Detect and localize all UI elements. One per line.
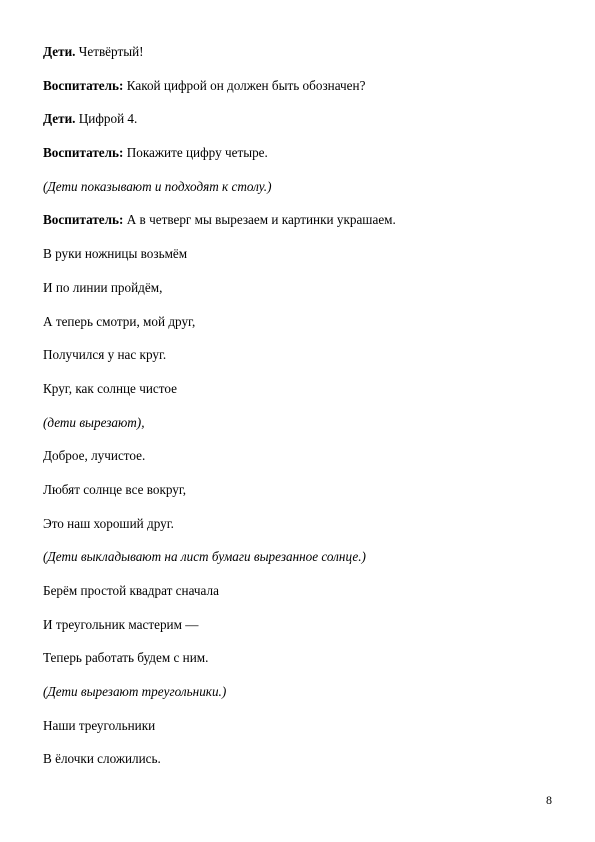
verse-line <box>43 482 563 498</box>
dialogue-line <box>43 212 563 228</box>
stage-direction <box>43 179 563 195</box>
line-text: А в четверг мы вырезаем и картинки украшаем. <box>123 212 396 228</box>
speaker-label: Воспитатель: <box>43 77 124 93</box>
line-text: В руки ножницы возьмём <box>43 246 188 262</box>
stage-direction <box>43 684 563 700</box>
line-text: Круг, как солнце чистое <box>43 380 177 396</box>
speaker-label: Воспитатель: <box>43 145 124 161</box>
verse-line <box>43 347 563 363</box>
line-text: Доброе, лучистое. <box>43 448 146 464</box>
line-text: Какой цифрой он должен быть обозначен? <box>123 77 366 93</box>
line-text: (Дети выкладывают на лист бумаги вырезанное солнце.) <box>43 549 366 565</box>
line-text: В ёлочки сложились. <box>43 751 161 767</box>
dialogue-line <box>43 44 563 60</box>
verse-line <box>43 246 563 262</box>
line-text: (дети вырезают), <box>43 414 145 430</box>
verse-line <box>43 617 563 633</box>
line-text: И по линии пройдём, <box>43 279 163 295</box>
line-text: Теперь работать будем с ним. <box>43 650 209 666</box>
line-text: Получился у нас круг. <box>43 347 167 363</box>
verse-line <box>43 314 563 330</box>
line-text: Это наш хороший друг. <box>43 515 174 531</box>
line-text: И треугольник мастерим — <box>43 616 199 632</box>
line-text: Четвёртый! <box>75 44 144 59</box>
verse-line <box>43 516 563 532</box>
line-text: Наши треугольники <box>43 717 156 733</box>
dialogue-line <box>43 145 563 161</box>
speaker-label: Дети. <box>43 44 76 59</box>
line-text: Цифрой 4. <box>75 111 138 127</box>
line-text: Покажите цифру четыре. <box>123 145 268 161</box>
stage-direction <box>43 549 563 565</box>
line-text: (Дети вырезают треугольники.) <box>43 684 227 700</box>
document-body <box>43 44 563 785</box>
verse-line <box>43 650 563 666</box>
verse-line <box>43 381 563 397</box>
dialogue-line <box>43 111 563 127</box>
dialogue-line <box>43 78 563 94</box>
page-number: 8 <box>546 793 552 807</box>
verse-line <box>43 718 563 734</box>
speaker-label: Дети. <box>43 111 76 127</box>
verse-line <box>43 583 563 599</box>
line-text: Берём простой квадрат сначала <box>43 583 219 598</box>
speaker-label: Воспитатель: <box>43 212 124 228</box>
stage-direction <box>43 415 563 431</box>
verse-line <box>43 448 563 464</box>
verse-line <box>43 751 563 767</box>
line-text: (Дети показывают и подходят к столу.) <box>43 178 272 194</box>
line-text: Любят солнце все вокруг, <box>43 481 187 497</box>
line-text: А теперь смотри, мой друг, <box>43 313 196 329</box>
verse-line <box>43 280 563 296</box>
